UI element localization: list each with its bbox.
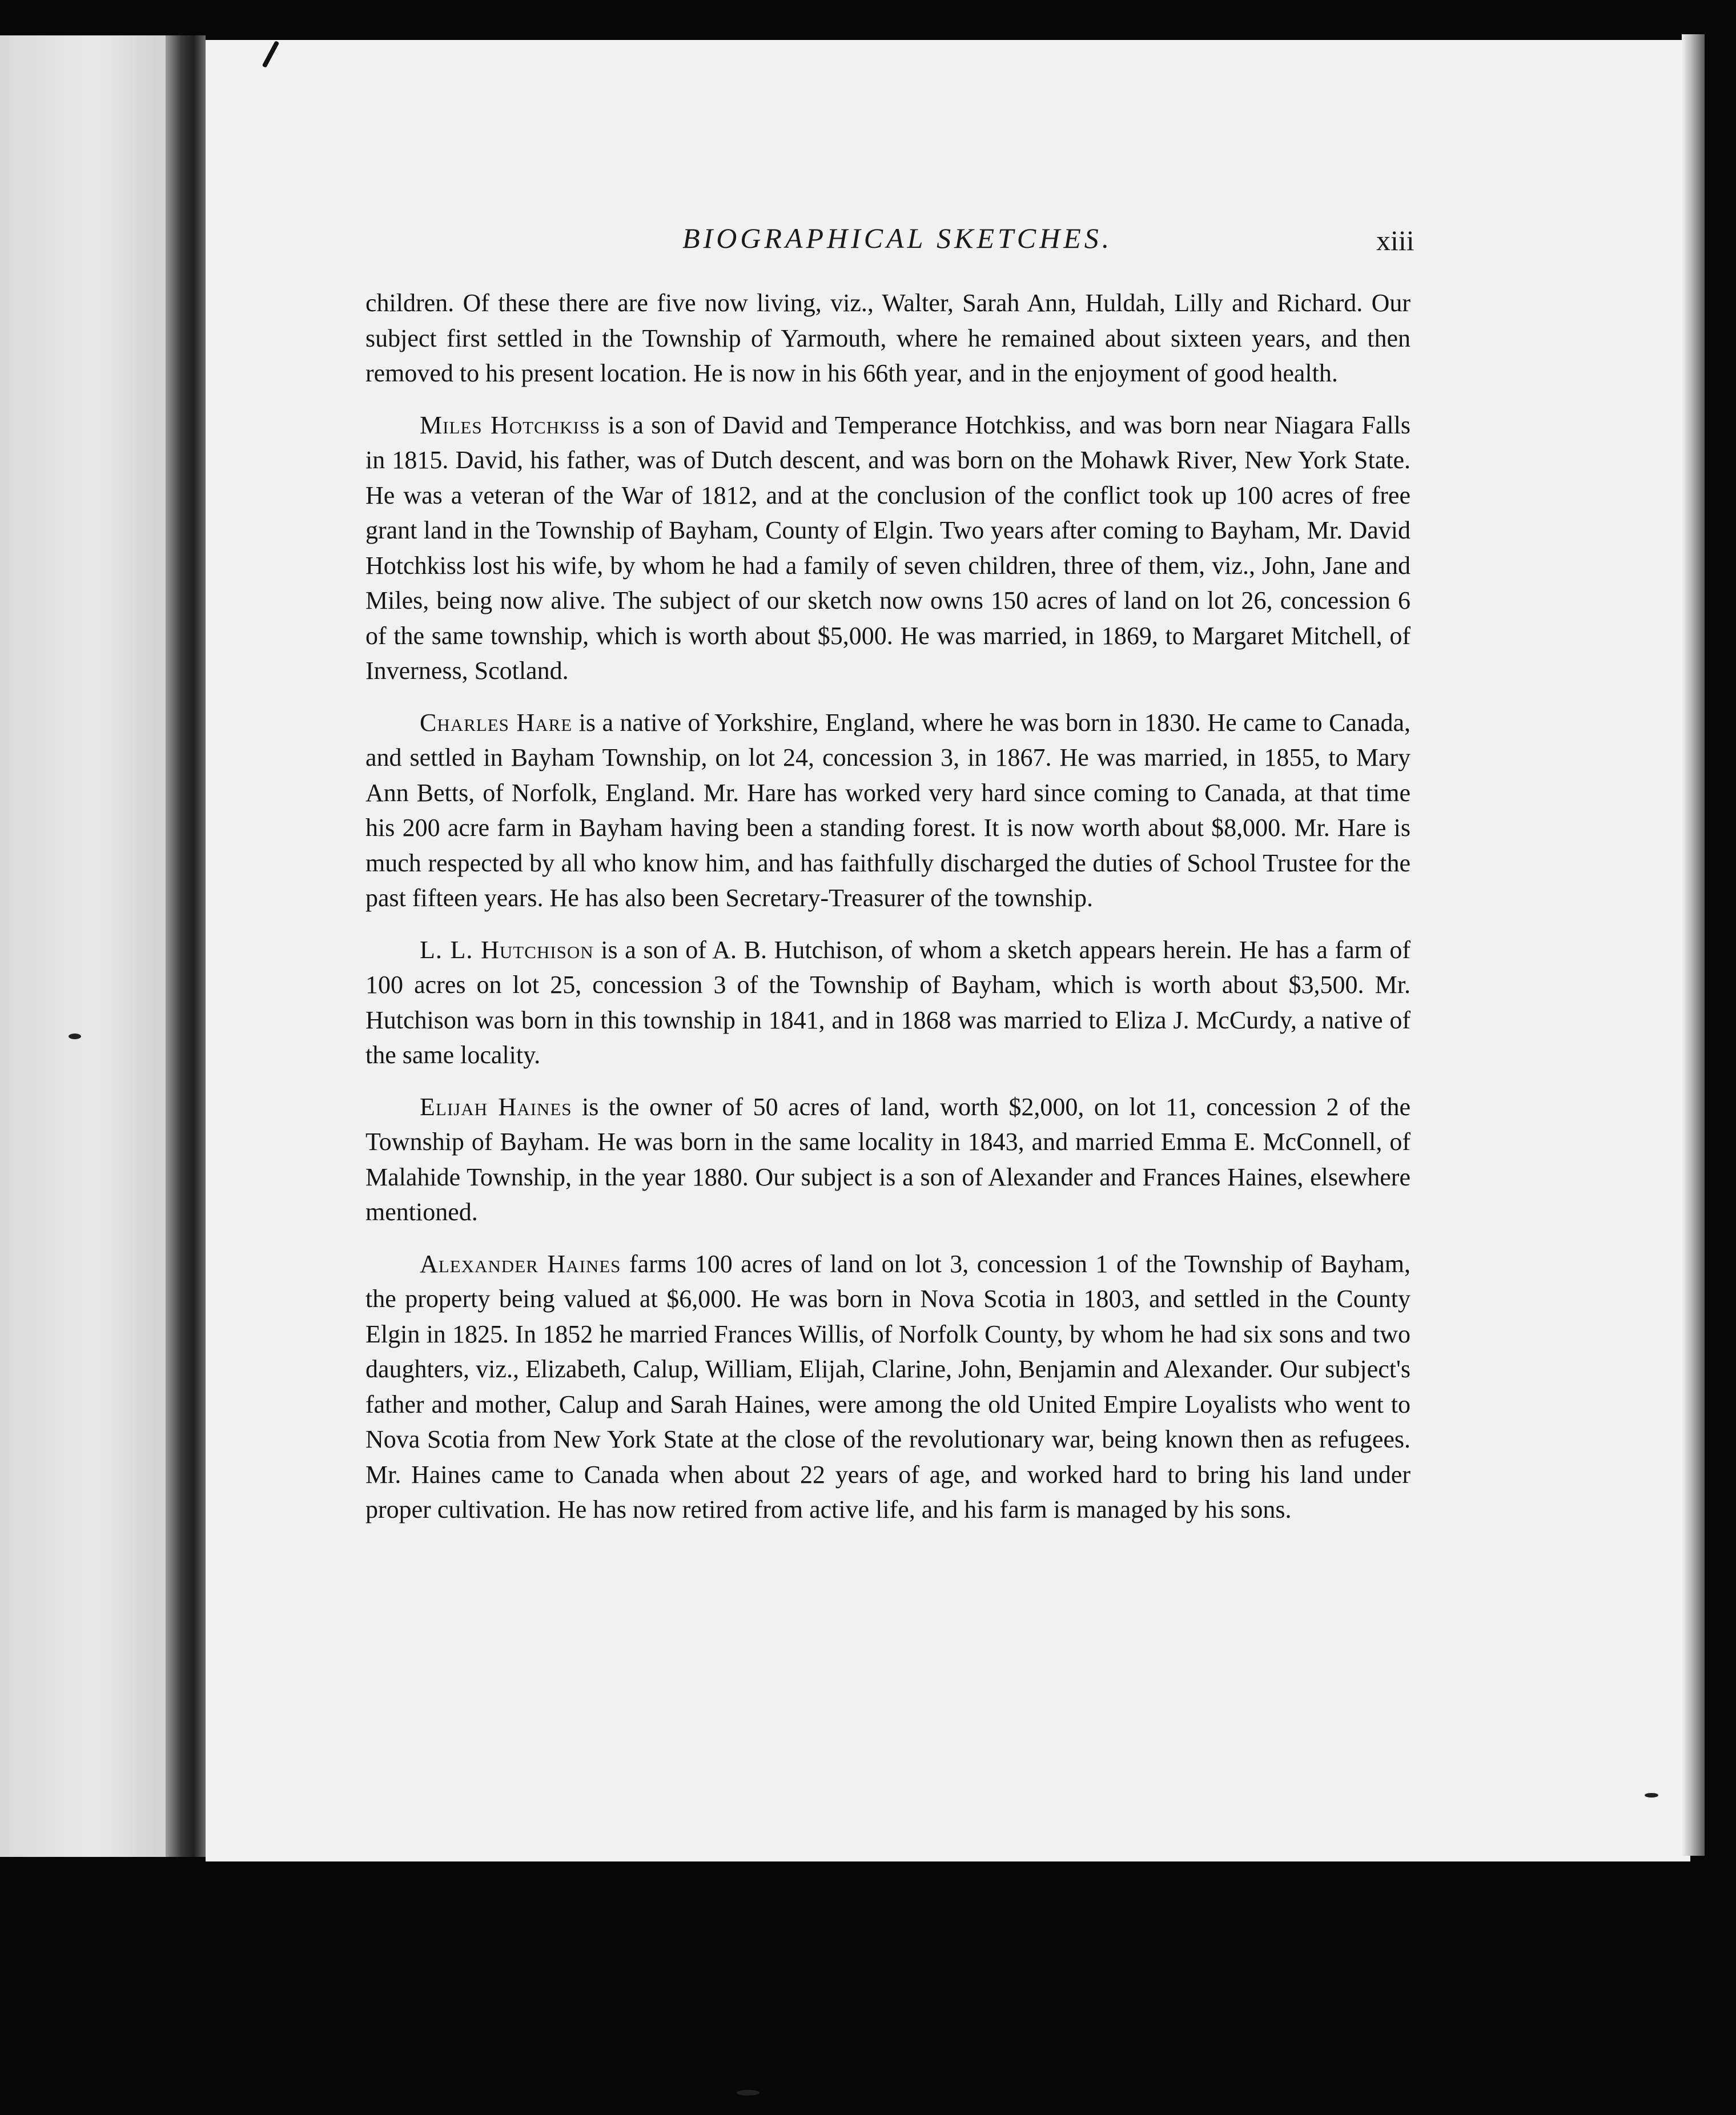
paragraph (365, 1247, 1410, 1527)
scan-speck (737, 2090, 760, 2096)
paragraph (365, 1089, 1410, 1230)
subject-name: Charles Hare (420, 708, 573, 737)
scan-speck (1645, 1793, 1658, 1798)
subject-name: Elijah Haines (420, 1092, 572, 1121)
running-title: BIOGRAPHICAL SKETCHES. (682, 222, 1113, 254)
page-number: xiii (1376, 224, 1414, 256)
subject-name: L. L. Hutchison (420, 935, 594, 964)
paragraph-text: is a son of David and Temperance Hotchkiss, and was born near Niagara Falls in 1815. David, his father, was of Dutch descent, and was born on the Mohawk River, New York State. He was a veteran of the War of 1812, and at the conclusion of the conflict took up 100 acres of free grant land in the Township of Bayham, County of Elgin. Two years after coming to Bayham, Mr. David Hotchkiss lost his wife, by whom he had a family of seven children, three of them, viz., John, Jane and Miles, being now alive. The subject of our sketch now owns 150 acres of land on lot 26, concession 6 of the same township, which is worth about $5,000. He was married, in 1869, to Margaret Mitchell, of Inverness, Scotland. (365, 411, 1410, 685)
paragraph (365, 705, 1410, 916)
paragraph-text: children. Of these there are five now living, viz., Walter, Sarah Ann, Huldah, Lilly and Richard. Our subject first settled in the Township of Yarmouth, where he remained about sixteen years, and then removed to his present location. He is now in his 66th year, and in the enjoyment of good health. (365, 289, 1410, 387)
paragraph (365, 408, 1410, 689)
book-gutter (166, 35, 206, 1857)
paragraph (365, 286, 1410, 391)
subject-name: Miles Hotchkiss (420, 411, 601, 439)
paragraph-text: farms 100 acres of land on lot 3, concession 1 of the Township of Bayham, the property being valued at $6,000. He was born in Nova Scotia in 1803, and settled in the County Elgin in 1825. In 1852 he married Frances Willis, of Norfolk County, by whom he had six sons and two daughters, viz., Elizabeth, Calup, William, Elijah, Clarine, John, Benjamin and Alexander. Our subject's father and mother, Calup and Sarah Haines, were among the old United Empire Loyalists who went to Nova Scotia from New York State at the close of the revolutionary war, being known then as refugees. Mr. Haines came to Canada when about 22 years of age, and worked hard to bring his land under proper cultivation. He has now retired from active life, and his farm is managed by his sons. (365, 1249, 1411, 1523)
paragraph-text: is a son of A. B. Hutchison, of whom a sketch appears herein. He has a farm of 100 acres on lot 25, concession 3 of the Township of Bayham, which is worth about $3,500. Mr. Hutchison was born in this township in 1841, and in 1868 was married to Eliza J. McCurdy, a native of the same locality. (365, 935, 1410, 1069)
facing-page-edge (0, 35, 171, 1857)
body-text (365, 286, 1410, 1544)
page-right-edge (1682, 34, 1705, 1856)
paragraph-text: is a native of Yorkshire, England, where he was born in 1830. He came to Canada, and settled in Bayham Township, on lot 24, concession 3, in 1867. He was married, in 1855, to Mary Ann Betts, of Norfolk, England. Mr. Hare has worked very hard since coming to Canada, at that time his 200 acre farm in Bayham having been a standing forest. It is now worth about $8,000. Mr. Hare is much respected by all who know him, and has faithfully discharged the duties of School Trustee for the past fifteen years. He has also been Secretary-Treasurer of the township. (365, 708, 1411, 912)
scan-speck (69, 1034, 81, 1039)
paragraph (365, 932, 1410, 1073)
paragraph-text: is the owner of 50 acres of land, worth $2,000, on lot 11, concession 2 of the Township of Bayham. He was born in the same locality in 1843, and married Emma E. McConnell, of Malahide Township, in the year 1880. Our subject is a son of Alexander and Frances Haines, elsewhere mentioned. (365, 1092, 1410, 1226)
subject-name: Alexander Haines (420, 1249, 621, 1278)
